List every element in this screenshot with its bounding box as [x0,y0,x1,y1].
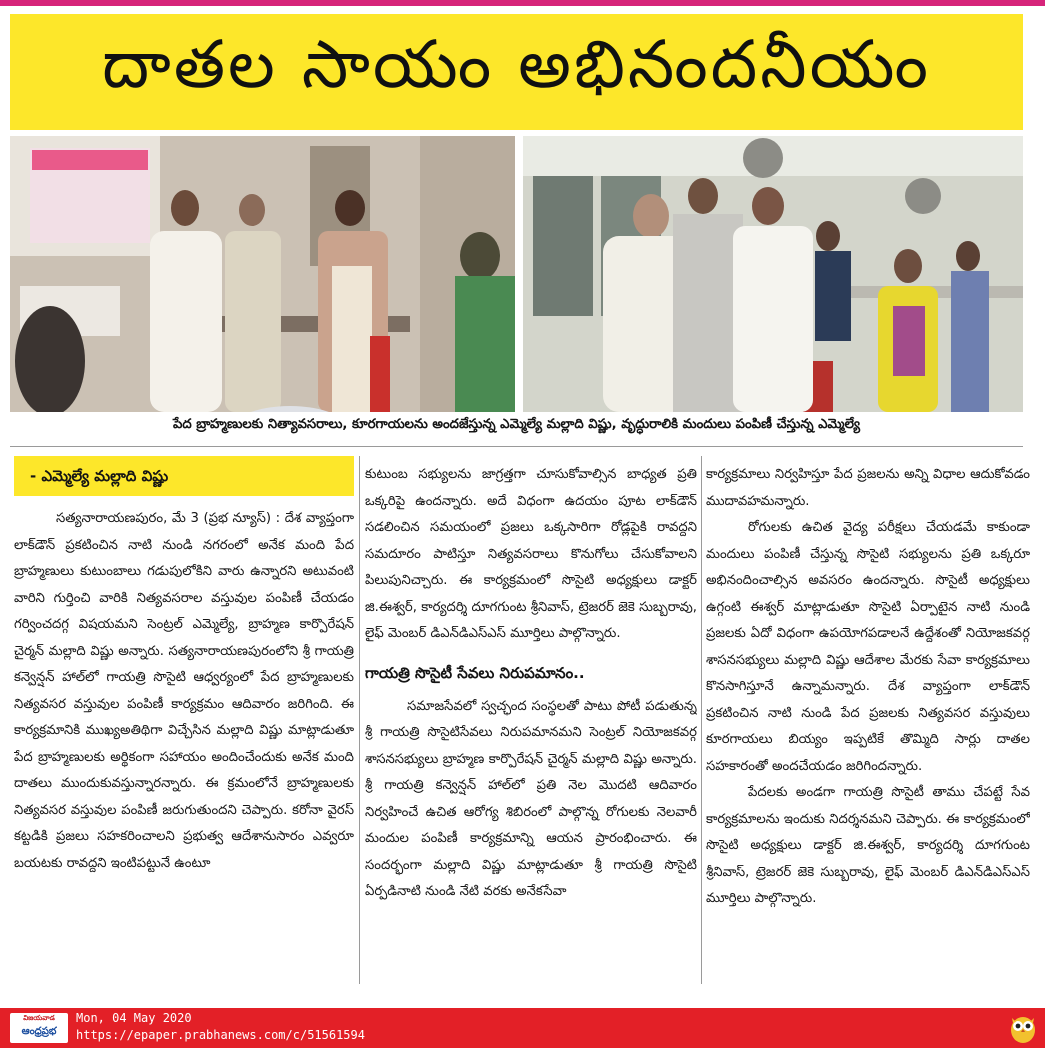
article-column-3 [706,462,1030,990]
paragraph: సత్యనారాయణపురం, మే 3 (ప్రభ న్యూస్) : దేశ వ్యాప్తంగా లాక్‌డౌన్ ప్రకటించిన నాటి నుండి నగరంలో అనేక మంది పేద బ్రాహ్మణులు కుటుంబాలు గడుపులోకిని వారు ఉన్నారని అటువంటి వారిని గుర్తించి వారికి నిత్యవసరాల వస్తువుల పంపిణీ చేయడం గర్వించదగ్గ విషయమని సెంట్రల్ ఎమ్మెల్యే, బ్రాహ్మణ కార్పొరేషన్ చైర్మన్ మల్లాది విష్ణు అన్నారు. సత్యనారాయణపురంలోని శ్రీ గాయత్రి కన్వెన్షన్ హాల్‌లో గాయత్రి సొసైటి ఆధ్వర్యంలో పేద బ్రాహ్మణులకు నిత్యవసర వస్తువుల పంపిణీ కార్యక్రమం ఆదివారం జరిగింది. ఈ కార్యక్రమానికి ముఖ్యఅతిథిగా విచ్చేసిన మల్లాది విష్ణు మాట్లాడుతూ పేద బ్రాహ్మణులకు అర్థికంగా సహాయం అందించేందుకు అనేక మంది దాతలు ముందుకువస్తున్నారన్నారు. ఈ క్రమంలోనే బ్రాహ్మణులకు నిత్యవసర వస్తువుల పంపిణీ జరుగుతుందని చెప్పారు. కరోనా వైరస్ కట్టడికి ప్రజలు సహకరించాలని ప్రభుత్వ ఆదేశానుసారం ఎవ్వరూ బయటకు రావద్దని ఇంటిపట్టునే ఉంటూ [14,511,354,871]
caption-divider [10,446,1023,447]
logo-edition: విజయవాడ [23,1014,55,1022]
photo-medicine-distribution [523,136,1023,412]
logo-name: ఆంధ్రప్రభ [21,1026,57,1037]
column-divider-1 [359,456,360,984]
byline: - ఎమ్మెల్యే మల్లాది విష్ణు [14,456,354,496]
paragraph: పేదలకు అండగా గాయత్రి సొసైటీ తాము చేపట్టే సేవ కార్యక్రమాలను ఇందుకు నిదర్శనమని చెప్పారు. ఈ కార్యక్రమంలో సొసైటి అధ్యక్షులు డాక్టర్ జి.ఈశ్వర్, కార్యదర్శి దూగగుంట శ్రీనివాస్, ట్రెజరర్ జెకె సుబ్బరావు, లైఫ్ మెంబర్ డిఎన్‌డిఎస్‌ఎస్ మూర్తిలు పాల్గొన్నారు. [706,785,1030,906]
column-divider-2 [701,456,702,984]
owl-icon [1009,1012,1037,1044]
article-column-2 [365,462,697,990]
article-column-1 [14,456,354,984]
photo-caption: పేద బ్రాహ్మణులకు నిత్యావసరాలు, కూరగాయలను అందజేస్తున్న ఎమ్మెల్యే మల్లాది విష్ణు, వృద్ధురాలికి మందులు పంపిణీ చేస్తున్న ఎమ్మెల్యే [173,417,860,432]
headline: దాతల సాయం అభినందనీయం [102,25,931,103]
newspaper-logo [10,1013,68,1043]
photo-essentials-distribution [10,136,515,412]
subheading: గాయత్రి సొసైటీ సేవలు నిరుపమానం.. [365,663,585,682]
footer-bar [0,1008,1045,1048]
footer-url[interactable]: https://epaper.prabhanews.com/c/51561594 [76,1028,365,1042]
footer-date: Mon, 04 May 2020 [76,1011,192,1025]
paragraph: కార్యక్రమాలు నిర్వహిస్తూ పేద ప్రజలను అన్ని విధాల ఆదుకోవడం ముదావహమన్నారు. [706,467,1030,509]
paragraph: రోగులకు ఉచిత వైద్య పరీక్షలు చేయడమే కాకుండా మందులు పంపిణీ చేస్తున్న సొసైటి సభ్యులను ప్రతి ఒక్కరూ అభినందించాల్సిన అవసరం ఉందన్నారు. సొసైటీ అధ్యక్షులు ఉగ్గంటి ఈశ్వర్ మాట్లాడుతూ సొసైటి ఏర్పాటైన నాటి నుండి ప్రజలకు ఏదో విధంగా ఉపయోగపడాలనే ఉద్దేశంతో నియోజకవర్గ శాసనసభ్యులు మల్లాది విష్ణు ఆదేశాల మేరకు సేవా కార్యక్రమాలు కొనసాగిస్తూనే ఉన్నామన్నారు. దేశ వ్యాప్తంగా లాక్‌డౌన్ ప్రకటించిన నాటి నుండి పేద ప్రజలకు నిత్యవసర వస్తువులు కూరగాయలు బియ్యం ఇప్పటికే తొమ్మిది సార్లు దాతల సహకారంతో అందచేయడం జరిగిందన్నారు. [706,520,1030,774]
paragraph: సమాజసేవలో స్వచ్ఛంద సంస్థలతో పాటు పోటీ పడుతున్న శ్రీ గాయత్రి సొసైటిసేవలు నిరుపమానమని సెంట్రల్ నియోజకవర్గ శాసనసభ్యులు బ్రాహ్మణ కార్పొరేషన్ చైర్మన్ మల్లాది విష్ణు అన్నారు. శ్రీ గాయత్రి కన్వెన్షన్ హాల్‌లో ప్రతి నెల మొదటి ఆదివారం నిర్వహించే ఉచిత ఆరోగ్య శిబిరంలో పాల్గొన్న రోగులకు నెలవారీ మందుల పంపిణీ కార్యక్రమాన్ని ఆయన ప్రారంభించారు. ఈ సందర్భంగా మల్లాది విష్ణు మాట్లాడుతూ శ్రీ గాయత్రి సొసైటి ఏర్పడినాటి నుండి నేటి వరకు అనేకసేవా [365,698,697,899]
headline-banner [10,14,1023,130]
paragraph: కుటుంబ సభ్యులను జాగ్రత్తగా చూసుకోవాల్సిన బాధ్యత ప్రతి ఒక్కరిపై ఉందన్నారు. అదే విధంగా ఉదయం పూట లాక్‌డౌన్ సడలించిన సమయంలో ప్రజలు ఒక్కసారిగా రోడ్లపైకి రావద్దని సమదూరం పాటిస్తూ నిత్యవసరాలు కొనుగోలు చేసుకోవాలని పిలుపునిచ్చారు. ఈ కార్యక్రమంలో సొసైటి అధ్యక్షులు డాక్టర్ జి.ఈశ్వర్, కార్యదర్శి దూగగుంట శ్రీనివాస్, ట్రెజరర్ జెకె సుబ్బరావు, లైఫ్ మెంబర్ డిఎన్‌డిఎస్‌ఎస్ మూర్తిలు పాల్గొన్నారు. [365,467,697,641]
top-color-strip [0,0,1045,6]
